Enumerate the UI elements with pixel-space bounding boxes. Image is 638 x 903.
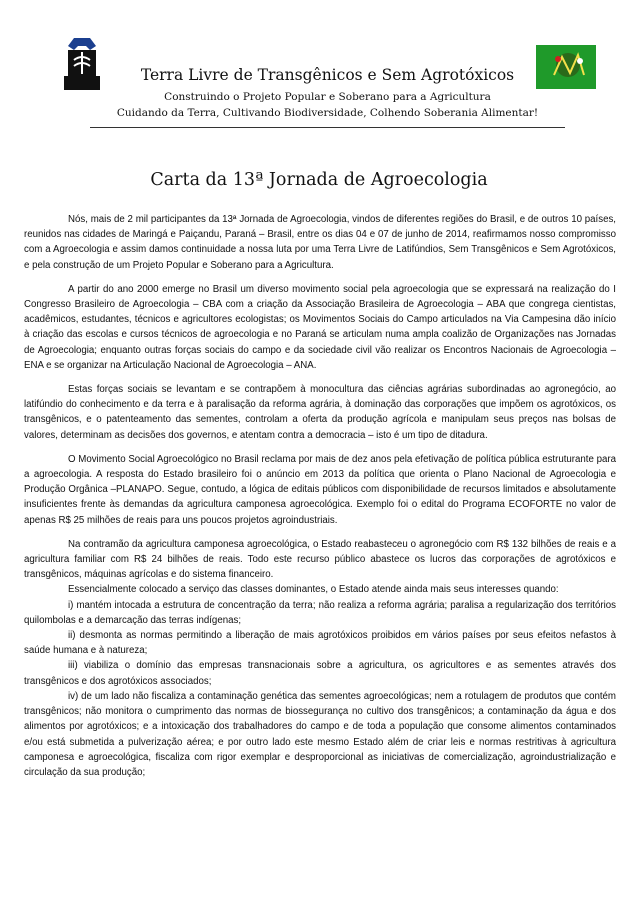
- paragraph: O Movimento Social Agroecológico no Brasil reclama por mais de dez anos pela efetivação de política pública estruturante para a agroecologia. A resposta do Estado brasileiro foi o anúncio em 2013 da política que orienta o Plano Nacional de Agroecologia e Produção Orgânica –PLANAPO. Segue, contudo, a lógica de editais públicos com disponibilidade de recursos limitados e absolutamente insuficientes frente às demandas da agricultura camponesa agroecológica. Exemplo foi o edital do Programa ECOFORTE no valor de apenas R$ 25 milhões de reais para uns poucos projetos agroindustriais.: [24, 453, 616, 526]
- list-item: iii) viabiliza o domínio das empresas transnacionais sobre a agricultura, os agricultores e as sementes através dos transgênicos e dos agrotóxicos associados;: [24, 660, 616, 687]
- document-body: [24, 212, 616, 780]
- paragraph: A partir do ano 2000 emerge no Brasil um diverso movimento social pela agroecologia que se expressará na realização do I Congresso Brasileiro de Agroecologia – CBA com a criação da Associação Brasileira de Agroecologia – ABA que congrega cientistas, acadêmicos, estudantes, técnicos e agricultores ecologistas; os Movimentos Sociais do Campo articulados na Via Campesina dão início à criação das escolas e cursos técnicos de agroecologia e no Paraná se articulam numa ampla coalizão de Organizações nas Jornadas de Agroecologia; enquanto outras forças sociais do campo e da sociedade civil vão realizar os Encontros Nacionais de Agroecologia – ENA e se organizar na Articulação Nacional de Agroecologia – ANA.: [24, 283, 616, 371]
- list-item: iv) de um lado não fiscaliza a contaminação genética das sementes agroecológicas; nem a rotulagem de produtos que contém transgênicos; não monitora o cumprimento das normas de biossegurança no cultivo dos transgênicos; a contaminação da água e dos alimentos por agrotóxicos; e a intoxicação dos trabalhadores do campo e de toda a população que consome alimentos contaminados e/ou está submetida a pulverização aérea; e por outro lado este mesmo Estado além de criar leis e normas restritivas à agricultura camponesa e agroecológica, fiscaliza com rigor exemplar e desproporcional as iniciativas de comercialização, agroindustrialização e circulação da sua produção;: [24, 690, 616, 778]
- document-title: Carta da 13ª Jornada de Agroecologia: [150, 170, 488, 190]
- paragraph: Nós, mais de 2 mil participantes da 13ª Jornada de Agroecologia, vindos de diferentes regiões do Brasil, e de outros 10 países, reunidos nas cidades de Maringá e Paiçandu, Paraná – Brasil, entre os dias 04 e 07 de junho de 2014, reafirmamos nosso compromisso com a Agroecologia e assim damos continuidade a nossa luta por uma Terra Livre de Latifúndios, Sem Transgênicos e Sem Agrotóxicos, e pela construção de um Projeto Popular e Soberano para a Agricultura.: [24, 214, 616, 271]
- paragraph: Estas forças sociais se levantam e se contrapõem à monocultura das ciências agrárias subordinadas ao agronegócio, ao latifúndio do conhecimento e da terra e à paralisação da reforma agrária, à dominação das corporações que impõem os agrotóxicos, os transgênicos, e o patenteamento das sementes, controlam a oferta da produção agrícola e manipulam seus preços nas bolsas de valores, determinam as decisões dos governos, e atentam contra a democracia – isto é um tipo de ditadura.: [24, 384, 616, 441]
- letterhead-divider: [90, 127, 565, 128]
- list-item: ii) desmonta as normas permitindo a liberação de mais agrotóxicos proibidos em vários países por seus efeitos nefastos à saúde humana e à natureza;: [24, 630, 616, 657]
- letterhead-slogan: Cuidando da Terra, Cultivando Biodiversidade, Colhendo Soberania Alimentar!: [116, 107, 539, 119]
- list-item: i) mantém intocada a estrutura de concentração da terra; não realiza a reforma agrária; paralisa a regularização dos territórios quilombolas e a demarcação das terras indígenas;: [24, 599, 616, 626]
- paragraph: Na contramão da agricultura camponesa agroecológica, o Estado reabasteceu o agronegócio com R$ 132 bilhões de reais e a agricultura familiar com R$ 24 bilhões de reais. Todo este recurso público abastece os lucros das corporações de agrotóxicos e transgênicos, máquinas agrícolas e do sistema financeiro.: [24, 538, 616, 581]
- letterhead-subtitle: Construindo o Projeto Popular e Soberano para a Agricultura: [164, 91, 491, 103]
- paragraph: Essencialmente colocado a serviço das classes dominantes, o Estado atende ainda mais seus interesses quando:: [68, 584, 559, 596]
- letterhead: [50, 30, 605, 130]
- letterhead-title: Terra Livre de Transgênicos e Sem Agrotóxicos: [140, 66, 515, 84]
